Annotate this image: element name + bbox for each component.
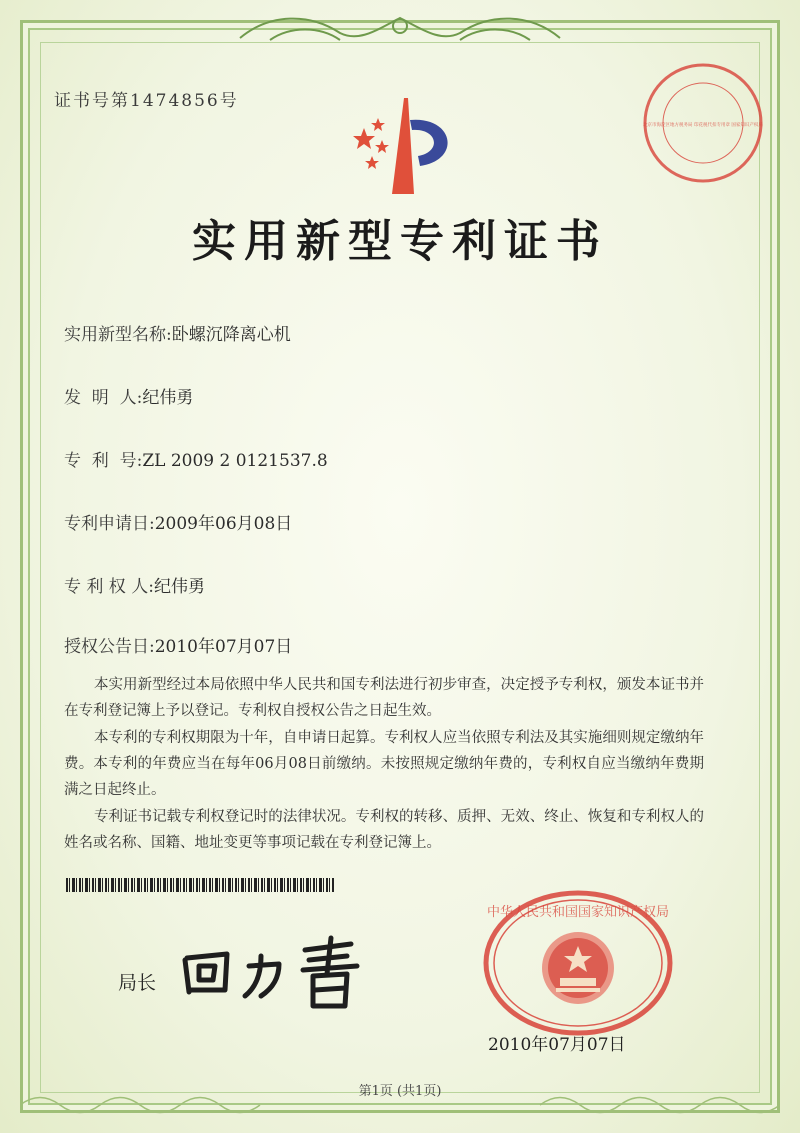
patentee-row (64, 572, 205, 597)
seal-date: 2010年07月07日 (488, 1035, 626, 1055)
inventor-row (64, 383, 193, 408)
certificate-number: 证书号第1474856号 (54, 91, 239, 111)
patent-number-value: ZL 2009 2 0121537.8 (142, 451, 328, 471)
patent-number-row (64, 446, 328, 471)
patent-number-label: 专 利 号: (64, 451, 143, 471)
director-signature (175, 930, 375, 1010)
patentee-value: 纪伟勇 (153, 577, 205, 597)
patentee-label: 专 利 权 人: (64, 577, 154, 597)
director-label: 局长 (118, 972, 157, 994)
filing-date-label: 专利申请日: (64, 514, 155, 534)
top-ornament (230, 8, 570, 50)
inventor-label: 发 明 人: (64, 388, 143, 408)
seal-small-text: 北京市海淀区地方税务局 印花税代扣专用章 国家知识产权局 (643, 123, 763, 128)
inventor-value: 纪伟勇 (142, 388, 194, 408)
utility-model-name-value: 卧螺沉降离心机 (171, 325, 291, 345)
filing-date-row (64, 509, 292, 534)
national-ipa-seal (478, 888, 678, 1038)
barcode (66, 878, 334, 892)
page-number: 第1页 (共1页) (358, 1084, 442, 1099)
utility-model-name-label: 实用新型名称: (64, 325, 172, 345)
grant-date-label: 授权公告日: (64, 637, 155, 657)
bottom-ornament (20, 1090, 780, 1120)
certificate-body (64, 672, 704, 857)
patent-office-logo-icon (334, 90, 474, 200)
tax-stamp-seal (638, 58, 768, 188)
certificate-title: 实用新型专利证书 (192, 216, 608, 267)
grant-date-value: 2010年07月07日 (154, 637, 293, 657)
grant-date-row (64, 632, 292, 657)
filing-date-value: 2009年06月08日 (154, 514, 293, 534)
body-paragraph: 专利证书记载专利权登记时的法律状况。专利权的转移、质押、无效、终止、恢复和专利权人的姓名或名称、国籍、地址变更等事项记载在专利登记簿上。 (64, 809, 704, 851)
utility-model-name-row (64, 320, 291, 345)
body-paragraph: 本专利的专利权期限为十年，自申请日起算。专利权人应当依照专利法及其实施细则规定缴纳年费。本专利的年费应当在每年06月08日前缴纳。未按照规定缴纳年费的，专利权自应当缴纳年费期满之日起终止。 (64, 730, 704, 798)
body-paragraph: 本实用新型经过本局依照中华人民共和国专利法进行初步审查，决定授予专利权，颁发本证书并在专利登记簿上予以登记。专利权自授权公告之日起生效。 (64, 677, 704, 719)
seal-big-text: 中华人民共和国国家知识产权局 (486, 905, 670, 920)
